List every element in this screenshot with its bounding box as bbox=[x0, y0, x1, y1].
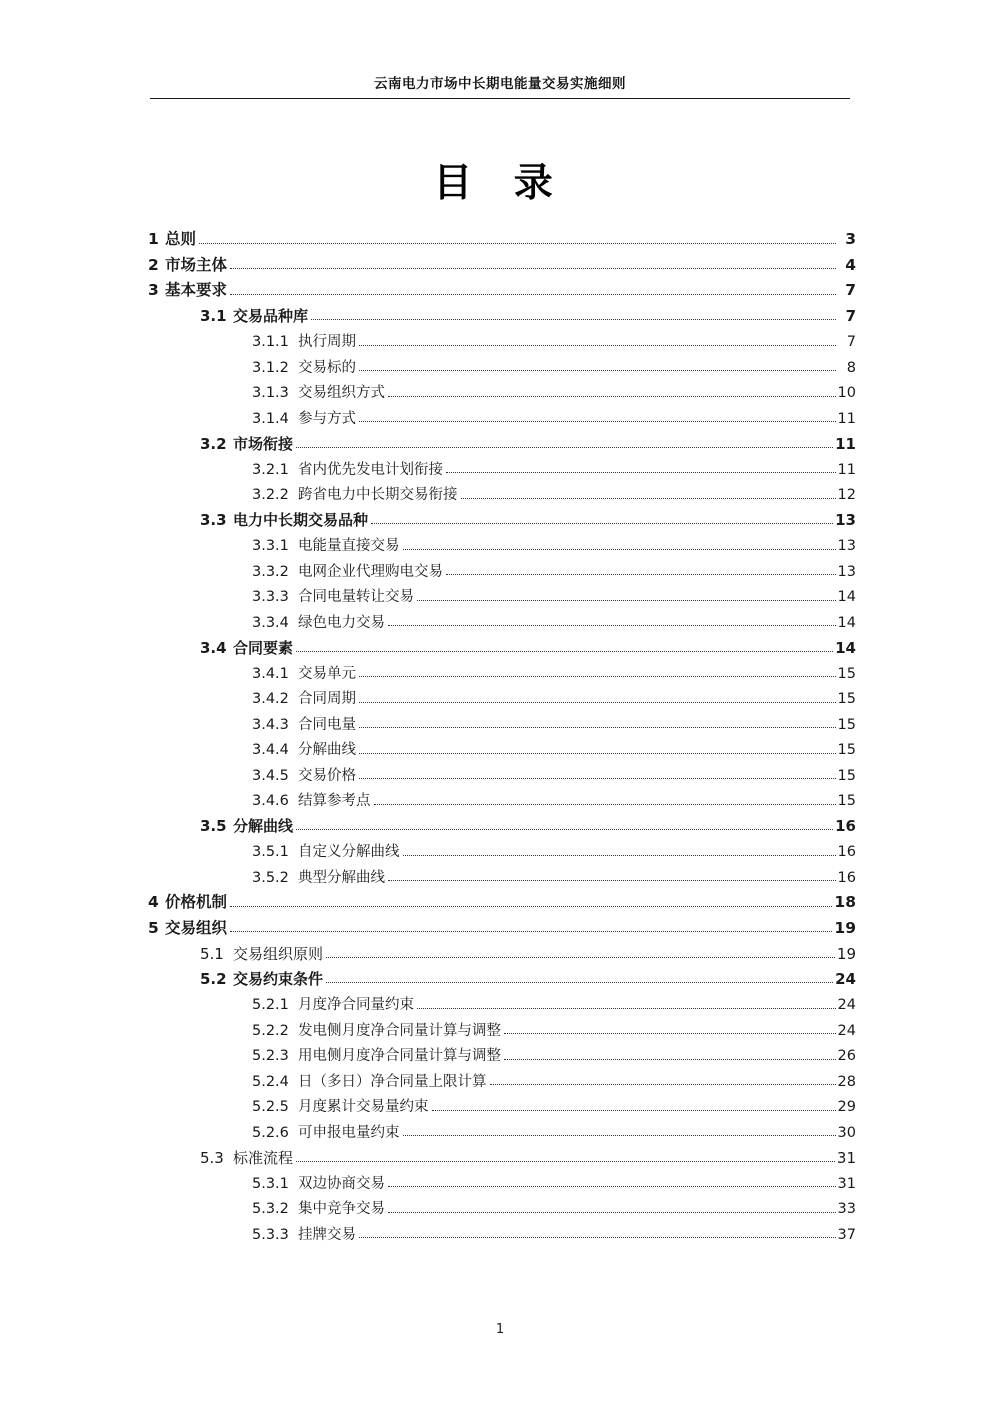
toc-entry-page: 26 bbox=[837, 1048, 856, 1064]
toc-entry-number: 5.1 bbox=[200, 944, 224, 963]
toc-leader-dots bbox=[359, 692, 836, 703]
toc-entry-number: 3.4.3 bbox=[252, 716, 289, 733]
toc-entry-text: 交易约束条件 bbox=[233, 970, 324, 988]
toc-entry-number: 3.3.4 bbox=[252, 614, 289, 631]
toc-entry[interactable] bbox=[148, 860, 856, 886]
toc-entry-page: 10 bbox=[837, 385, 856, 401]
toc-entry-label bbox=[252, 998, 414, 1013]
toc-entry-label bbox=[148, 255, 228, 274]
toc-leader-dots bbox=[311, 309, 836, 320]
toc-leader-dots bbox=[403, 539, 836, 550]
toc-entry-page: 19 bbox=[836, 944, 856, 963]
toc-entry-number: 3.1.3 bbox=[252, 385, 289, 401]
toc-leader-dots bbox=[446, 564, 836, 575]
toc-entry-number: 5.2 bbox=[200, 970, 227, 988]
toc-entry-number: 5.2.2 bbox=[252, 1022, 289, 1039]
toc-entry[interactable] bbox=[148, 707, 856, 733]
toc-entry[interactable] bbox=[148, 273, 856, 299]
toc-entry-page: 16 bbox=[837, 844, 856, 860]
toc-entry-label bbox=[252, 1126, 400, 1141]
toc-entry-page: 15 bbox=[837, 665, 856, 682]
toc-entry-text: 交易单元 bbox=[298, 665, 356, 682]
toc-entry[interactable] bbox=[148, 605, 856, 631]
toc-entry-number: 3.1 bbox=[200, 307, 227, 325]
toc-leader-dots bbox=[326, 947, 835, 958]
toc-entry-number: 2 bbox=[148, 255, 159, 274]
toc-entry[interactable] bbox=[148, 528, 856, 554]
toc-leader-dots bbox=[296, 437, 833, 448]
toc-entry-number: 5.2.5 bbox=[252, 1099, 289, 1115]
toc-entry-label bbox=[148, 232, 196, 248]
toc-leader-dots bbox=[371, 513, 833, 524]
toc-entry[interactable] bbox=[148, 885, 856, 911]
toc-entry[interactable] bbox=[148, 936, 856, 962]
toc-entry-page: 15 bbox=[837, 767, 856, 784]
toc-entry-label bbox=[252, 1202, 385, 1217]
toc-entry-number: 5.3.3 bbox=[252, 1226, 289, 1243]
toc-entry-page: 19 bbox=[834, 918, 856, 937]
toc-entry-number: 3.3 bbox=[200, 511, 227, 529]
toc-entry[interactable] bbox=[148, 503, 856, 529]
toc-leader-dots bbox=[417, 998, 836, 1009]
toc-entry[interactable] bbox=[148, 426, 856, 452]
toc-entry-label bbox=[200, 309, 308, 324]
toc-entry-number: 3.2 bbox=[200, 434, 227, 453]
toc-entry-page: 13 bbox=[835, 511, 856, 529]
toc-entry-page: 37 bbox=[837, 1226, 856, 1243]
toc-entry-page: 29 bbox=[837, 1099, 856, 1115]
toc-entry[interactable] bbox=[148, 1166, 856, 1192]
toc-entry-page: 13 bbox=[837, 538, 856, 554]
toc-entry-page: 7 bbox=[845, 307, 856, 325]
toc-leader-dots bbox=[359, 666, 836, 677]
toc-entry-page: 12 bbox=[837, 487, 856, 503]
toc-leader-dots bbox=[359, 411, 836, 422]
toc-leader-dots bbox=[504, 1049, 836, 1060]
toc-entry-text: 电网企业代理购电交易 bbox=[298, 563, 443, 580]
toc-entry-label bbox=[200, 972, 323, 987]
toc-entry[interactable] bbox=[148, 248, 856, 274]
toc-entry[interactable] bbox=[148, 1089, 856, 1115]
toc-leader-dots bbox=[446, 462, 836, 473]
toc-leader-dots bbox=[403, 1125, 836, 1136]
toc-entry-text: 省内优先发电计划衔接 bbox=[298, 461, 443, 478]
toc-entry-text: 标准流程 bbox=[233, 1148, 294, 1167]
toc-entry[interactable] bbox=[148, 1115, 856, 1141]
toc-leader-dots bbox=[388, 1202, 836, 1213]
toc-entry-page: 15 bbox=[837, 793, 856, 809]
toc-entry-number: 3.4.2 bbox=[252, 691, 289, 707]
toc-entry-label bbox=[252, 743, 356, 758]
toc-entry[interactable] bbox=[148, 1191, 856, 1217]
toc-entry-label bbox=[252, 1075, 487, 1090]
toc-entry-number: 3.4.1 bbox=[252, 665, 289, 682]
toc-entry-text: 结算参考点 bbox=[298, 793, 371, 809]
toc-entry[interactable] bbox=[148, 681, 856, 707]
toc-entry-label bbox=[252, 565, 443, 580]
toc-entry-text: 执行周期 bbox=[298, 334, 356, 350]
toc-entry[interactable] bbox=[148, 350, 856, 376]
toc-entry-label bbox=[252, 412, 356, 427]
toc-entry[interactable] bbox=[148, 911, 856, 937]
toc-entry-label bbox=[148, 283, 227, 299]
toc-entry[interactable] bbox=[148, 1140, 856, 1166]
toc-leader-dots bbox=[230, 921, 832, 932]
toc-leader-dots bbox=[359, 1227, 836, 1238]
toc-entry[interactable] bbox=[148, 1038, 856, 1064]
toc-leader-dots bbox=[359, 717, 836, 728]
toc-entry[interactable] bbox=[148, 375, 856, 401]
toc-entry-number: 5.2.3 bbox=[252, 1048, 289, 1064]
toc-leader-dots bbox=[296, 1151, 835, 1162]
toc-entry-label bbox=[252, 590, 414, 605]
toc-entry-text: 集中竞争交易 bbox=[298, 1201, 385, 1217]
toc-entry[interactable] bbox=[148, 732, 856, 758]
toc-entry-number: 5.3.2 bbox=[252, 1201, 289, 1217]
toc-entry-page: 33 bbox=[837, 1201, 856, 1217]
toc-entry-label bbox=[200, 513, 368, 528]
toc-entry-text: 可申报电量约束 bbox=[298, 1124, 400, 1141]
toc-entry-label bbox=[200, 944, 324, 963]
toc-leader-dots bbox=[388, 615, 836, 626]
toc-leader-dots bbox=[199, 233, 836, 244]
toc-entry-label bbox=[252, 871, 385, 886]
toc-entry-label bbox=[252, 769, 356, 784]
toc-entry-label bbox=[252, 1024, 501, 1039]
toc-entry-label bbox=[252, 718, 356, 733]
toc-entry-number: 3.2.2 bbox=[252, 487, 289, 503]
toc-leader-dots bbox=[359, 743, 836, 754]
toc-leader-dots bbox=[417, 590, 836, 601]
toc-entry-label bbox=[200, 1148, 294, 1167]
toc-entry-page: 11 bbox=[837, 410, 856, 427]
toc-entry-label bbox=[252, 361, 356, 376]
toc-entry-page: 31 bbox=[837, 1175, 856, 1192]
toc-entry-text: 跨省电力中长期交易衔接 bbox=[298, 487, 458, 503]
toc-entry-text: 基本要求 bbox=[165, 281, 228, 299]
toc-leader-dots bbox=[432, 1100, 836, 1111]
toc-entry-number: 5.3.1 bbox=[252, 1175, 289, 1192]
toc-entry-label bbox=[200, 434, 294, 453]
toc-entry-number: 3.5.1 bbox=[252, 844, 289, 860]
toc-entry-label bbox=[252, 386, 385, 401]
toc-entry-page: 13 bbox=[837, 563, 856, 580]
toc-entry-text: 总则 bbox=[165, 230, 197, 248]
toc-entry-label bbox=[252, 616, 385, 631]
toc-entry-label bbox=[200, 819, 293, 834]
toc-entry-text: 交易组织原则 bbox=[233, 944, 324, 963]
toc-leader-dots bbox=[403, 845, 836, 856]
toc-entry-number: 3.4.5 bbox=[252, 767, 289, 784]
toc-entry-page: 15 bbox=[837, 716, 856, 733]
toc-entry-text: 挂牌交易 bbox=[298, 1226, 356, 1243]
toc-entry[interactable] bbox=[148, 1217, 856, 1243]
toc-entry[interactable] bbox=[148, 962, 856, 988]
toc-entry-text: 分解曲线 bbox=[233, 817, 294, 835]
toc-entry-number: 4 bbox=[148, 893, 159, 911]
toc-entry[interactable] bbox=[148, 324, 856, 350]
toc-entry-label bbox=[252, 463, 443, 478]
toc-entry-text: 合同电量转让交易 bbox=[298, 589, 414, 605]
toc-entry[interactable] bbox=[148, 1064, 856, 1090]
toc-entry[interactable] bbox=[148, 987, 856, 1013]
toc-leader-dots bbox=[374, 794, 836, 805]
toc-entry[interactable] bbox=[148, 477, 856, 503]
toc-leader-dots bbox=[388, 1176, 836, 1187]
toc-entry-text: 自定义分解曲线 bbox=[298, 844, 400, 860]
toc-entry-number: 3 bbox=[148, 281, 159, 299]
toc-entry-number: 3.3.2 bbox=[252, 563, 289, 580]
toc-entry-text: 合同要素 bbox=[233, 638, 294, 657]
toc-entry-page: 18 bbox=[834, 893, 856, 911]
toc-entry-text: 交易标的 bbox=[298, 359, 356, 376]
toc-entry-page: 14 bbox=[837, 589, 856, 605]
toc-entry-label bbox=[148, 918, 228, 937]
toc-entry-number: 5.3 bbox=[200, 1148, 224, 1167]
toc-entry-text: 电能量直接交易 bbox=[298, 538, 400, 554]
toc-entry[interactable] bbox=[148, 222, 856, 248]
toc-entry-text: 交易价格 bbox=[298, 767, 356, 784]
toc-leader-dots bbox=[490, 1074, 836, 1085]
toc-entry[interactable] bbox=[148, 579, 856, 605]
toc-leader-dots bbox=[326, 972, 833, 983]
toc-entry-number: 3.2.1 bbox=[252, 461, 289, 478]
toc-entry-number: 3.4.4 bbox=[252, 742, 289, 758]
toc-leader-dots bbox=[359, 768, 836, 779]
toc-entry-number: 5.2.6 bbox=[252, 1124, 289, 1141]
toc-entry-label bbox=[252, 845, 400, 860]
toc-leader-dots bbox=[461, 488, 836, 499]
toc-entry-label bbox=[252, 488, 458, 503]
toc-entry-number: 3.3.3 bbox=[252, 589, 289, 605]
toc-leader-dots bbox=[504, 1023, 836, 1034]
toc-entry-label bbox=[252, 692, 356, 707]
toc-entry-label bbox=[252, 539, 400, 554]
toc-entry-page: 3 bbox=[845, 230, 856, 248]
toc-entry[interactable] bbox=[148, 809, 856, 835]
toc-entry-page: 4 bbox=[845, 255, 856, 274]
toc-entry-text: 双边协商交易 bbox=[298, 1175, 385, 1192]
toc-entry-label bbox=[252, 794, 371, 809]
toc-leader-dots bbox=[388, 386, 836, 397]
footer-page-number: 1 bbox=[495, 1322, 505, 1337]
toc-entry-label bbox=[200, 638, 294, 657]
toc-entry[interactable] bbox=[148, 834, 856, 860]
toc-entry-text: 发电侧月度净合同量计算与调整 bbox=[298, 1022, 501, 1039]
toc-entry-page: 30 bbox=[837, 1124, 856, 1141]
toc-entry-text: 月度累计交易量约束 bbox=[298, 1099, 429, 1115]
toc-entry-text: 日（多日）净合同量上限计算 bbox=[298, 1073, 487, 1090]
toc-leader-dots bbox=[359, 335, 836, 346]
toc-entry-text: 月度净合同量约束 bbox=[298, 997, 414, 1013]
toc-entry-text: 参与方式 bbox=[298, 410, 356, 427]
toc-entry-label bbox=[252, 667, 356, 682]
page-title: 目 录 bbox=[433, 161, 567, 206]
toc-entry-text: 交易组织 bbox=[165, 918, 228, 937]
toc-entry-label bbox=[252, 1100, 429, 1115]
header-divider bbox=[150, 98, 850, 99]
toc-leader-dots bbox=[230, 284, 836, 295]
toc-entry[interactable] bbox=[148, 401, 856, 427]
toc-entry-text: 合同电量 bbox=[298, 716, 356, 733]
toc-entry-page: 7 bbox=[845, 281, 856, 299]
toc-entry-number: 1 bbox=[148, 230, 159, 248]
toc-entry-label bbox=[252, 1049, 501, 1064]
toc-entry-text: 典型分解曲线 bbox=[298, 869, 385, 886]
toc-entry[interactable] bbox=[148, 630, 856, 656]
toc-entry-page: 15 bbox=[837, 691, 856, 707]
toc-entry-number: 3.5.2 bbox=[252, 869, 289, 886]
toc-leader-dots bbox=[296, 819, 833, 830]
toc-entry-number: 3.4 bbox=[200, 638, 227, 657]
toc-entry[interactable] bbox=[148, 656, 856, 682]
toc-entry-number: 3.5 bbox=[200, 817, 227, 835]
toc-entry-text: 市场衔接 bbox=[233, 434, 294, 453]
toc-entry-number: 5.2.4 bbox=[252, 1073, 289, 1090]
toc-entry-page: 31 bbox=[836, 1148, 856, 1167]
toc-entry-number: 3.1.2 bbox=[252, 359, 289, 376]
toc-entry-number: 3.1.1 bbox=[252, 334, 289, 350]
toc-entry-number: 3.4.6 bbox=[252, 793, 289, 809]
toc-leader-dots bbox=[388, 870, 836, 881]
toc-entry-label bbox=[148, 895, 227, 911]
toc-entry-text: 绿色电力交易 bbox=[298, 614, 385, 631]
toc-entry-page: 24 bbox=[835, 970, 856, 988]
toc-entry-number: 5 bbox=[148, 918, 159, 937]
toc-entry-text: 交易品种库 bbox=[233, 307, 309, 325]
page-header bbox=[150, 72, 850, 100]
toc-leader-dots bbox=[359, 360, 836, 371]
table-of-contents bbox=[148, 222, 856, 1242]
toc-entry-page: 14 bbox=[837, 614, 856, 631]
toc-entry-number: 5.2.1 bbox=[252, 997, 289, 1013]
running-title: 云南电力市场中长期电能量交易实施细则 bbox=[374, 76, 626, 92]
toc-entry-page: 8 bbox=[846, 359, 856, 376]
toc-entry-page: 11 bbox=[835, 434, 856, 453]
toc-entry-page: 11 bbox=[837, 461, 856, 478]
toc-entry-text: 用电侧月度净合同量计算与调整 bbox=[298, 1048, 501, 1064]
toc-entry-page: 24 bbox=[837, 1022, 856, 1039]
toc-entry-label bbox=[252, 335, 356, 350]
toc-entry-page: 28 bbox=[837, 1073, 856, 1090]
toc-entry-page: 7 bbox=[846, 334, 856, 350]
toc-entry-number: 3.1.4 bbox=[252, 410, 289, 427]
toc-entry-label bbox=[252, 1228, 356, 1243]
toc-leader-dots bbox=[230, 896, 832, 907]
toc-entry-page: 24 bbox=[837, 997, 856, 1013]
toc-entry-text: 市场主体 bbox=[165, 255, 228, 274]
toc-entry[interactable] bbox=[148, 783, 856, 809]
toc-entry-page: 15 bbox=[837, 742, 856, 758]
toc-entry[interactable] bbox=[148, 299, 856, 325]
toc-entry-number: 3.3.1 bbox=[252, 538, 289, 554]
toc-entry[interactable] bbox=[148, 1013, 856, 1039]
toc-entry-label bbox=[252, 1177, 385, 1192]
toc-entry-page: 14 bbox=[835, 638, 856, 657]
toc-entry-text: 分解曲线 bbox=[298, 742, 356, 758]
toc-entry-text: 电力中长期交易品种 bbox=[233, 511, 369, 529]
toc-leader-dots bbox=[230, 258, 836, 269]
toc-entry[interactable] bbox=[148, 554, 856, 580]
toc-leader-dots bbox=[296, 641, 833, 652]
toc-entry-page: 16 bbox=[835, 817, 856, 835]
toc-entry-text: 合同周期 bbox=[298, 691, 356, 707]
toc-entry-page: 16 bbox=[837, 869, 856, 886]
toc-entry[interactable] bbox=[148, 452, 856, 478]
toc-entry-text: 交易组织方式 bbox=[298, 385, 385, 401]
toc-entry[interactable] bbox=[148, 758, 856, 784]
toc-entry-text: 价格机制 bbox=[165, 893, 228, 911]
